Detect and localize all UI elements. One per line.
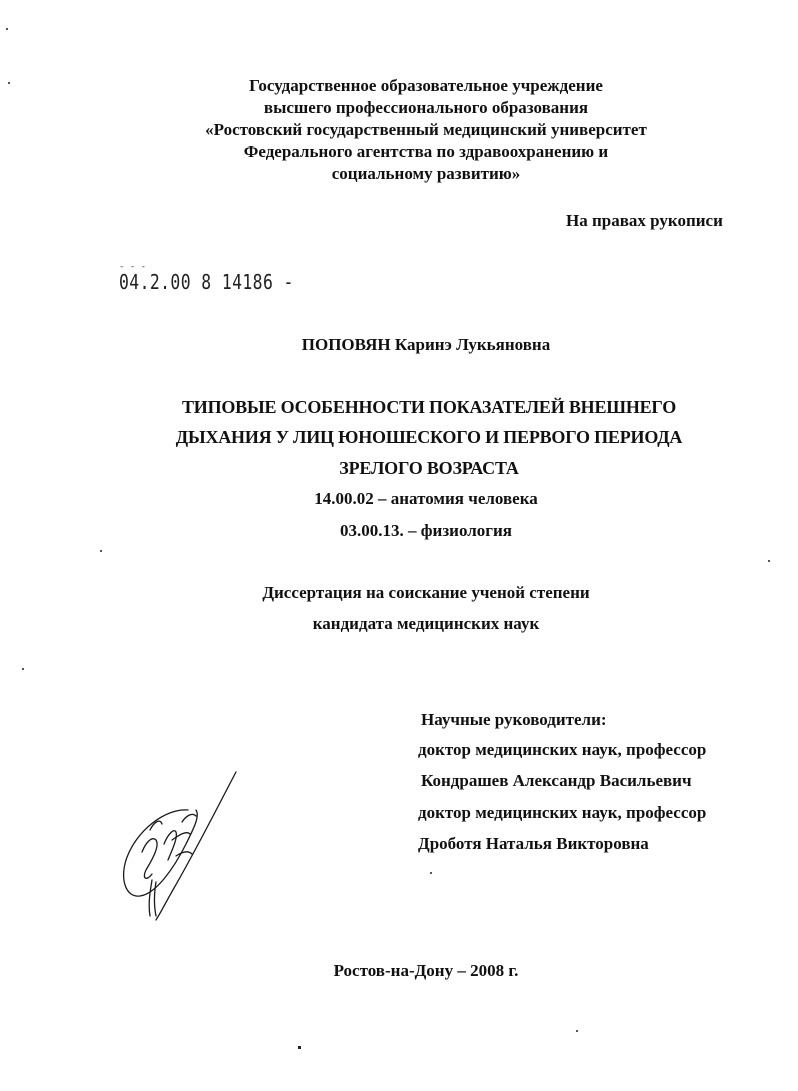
- library-stamp-number: [119, 270, 294, 294]
- stamp-number: 04.2.00 8 14186: [119, 270, 274, 294]
- stamp-mark: - - -: [119, 262, 147, 272]
- scan-speck: [100, 550, 102, 552]
- scan-speck: [576, 1030, 578, 1032]
- scan-speck: [768, 560, 770, 562]
- title-line-2: ДЫХАНИЯ У ЛИЦ ЮНОШЕСКОГО И ПЕРВОГО ПЕРИОДА: [175, 427, 683, 447]
- scan-speck: [430, 872, 432, 874]
- advisor-1-name: Кондрашев Александр Васильевич: [421, 771, 692, 790]
- title-line-1: ТИПОВЫЕ ОСОБЕННОСТИ ПОКАЗАТЕЛЕЙ ВНЕШНЕГО: [181, 397, 677, 417]
- degree-line-1: Диссертация на соискание ученой степени: [262, 583, 590, 602]
- stamp-dash: -: [283, 270, 294, 294]
- handwritten-signature: [116, 770, 246, 925]
- advisor-2-name: Дроботя Наталья Викторовна: [418, 834, 649, 853]
- scan-speck: [22, 668, 24, 670]
- advisor-2-degree: доктор медицинских наук, профессор: [418, 803, 707, 822]
- specialty-1: 14.00.02 – анатомия человека: [314, 489, 538, 508]
- institution-line-5: социальному развитию»: [331, 164, 521, 183]
- scan-speck: [298, 1046, 301, 1049]
- title-line-3: ЗРЕЛОГО ВОЗРАСТА: [339, 458, 519, 478]
- city-year: Ростов-на-Дону – 2008 г.: [333, 961, 519, 980]
- rights-note: На правах рукописи: [566, 211, 723, 230]
- institution-line-3: «Ростовский государственный медицинский университет: [205, 120, 647, 139]
- specialty-2: 03.00.13. – физиология: [340, 521, 512, 540]
- degree-line-2: кандидата медицинских наук: [312, 614, 540, 633]
- institution-line-2: высшего профессионального образования: [263, 98, 589, 117]
- author-name: ПОПОВЯН Каринэ Лукьяновна: [301, 335, 551, 354]
- institution-line-1: Государственное образовательное учреждение: [249, 76, 603, 95]
- advisor-1-degree: доктор медицинских наук, профессор: [418, 740, 707, 759]
- scan-speck: [6, 28, 8, 30]
- scan-speck: [8, 82, 10, 84]
- institution-line-4: Федерального агентства по здравоохранению и: [243, 142, 609, 161]
- advisors-heading: Научные руководители:: [421, 710, 607, 729]
